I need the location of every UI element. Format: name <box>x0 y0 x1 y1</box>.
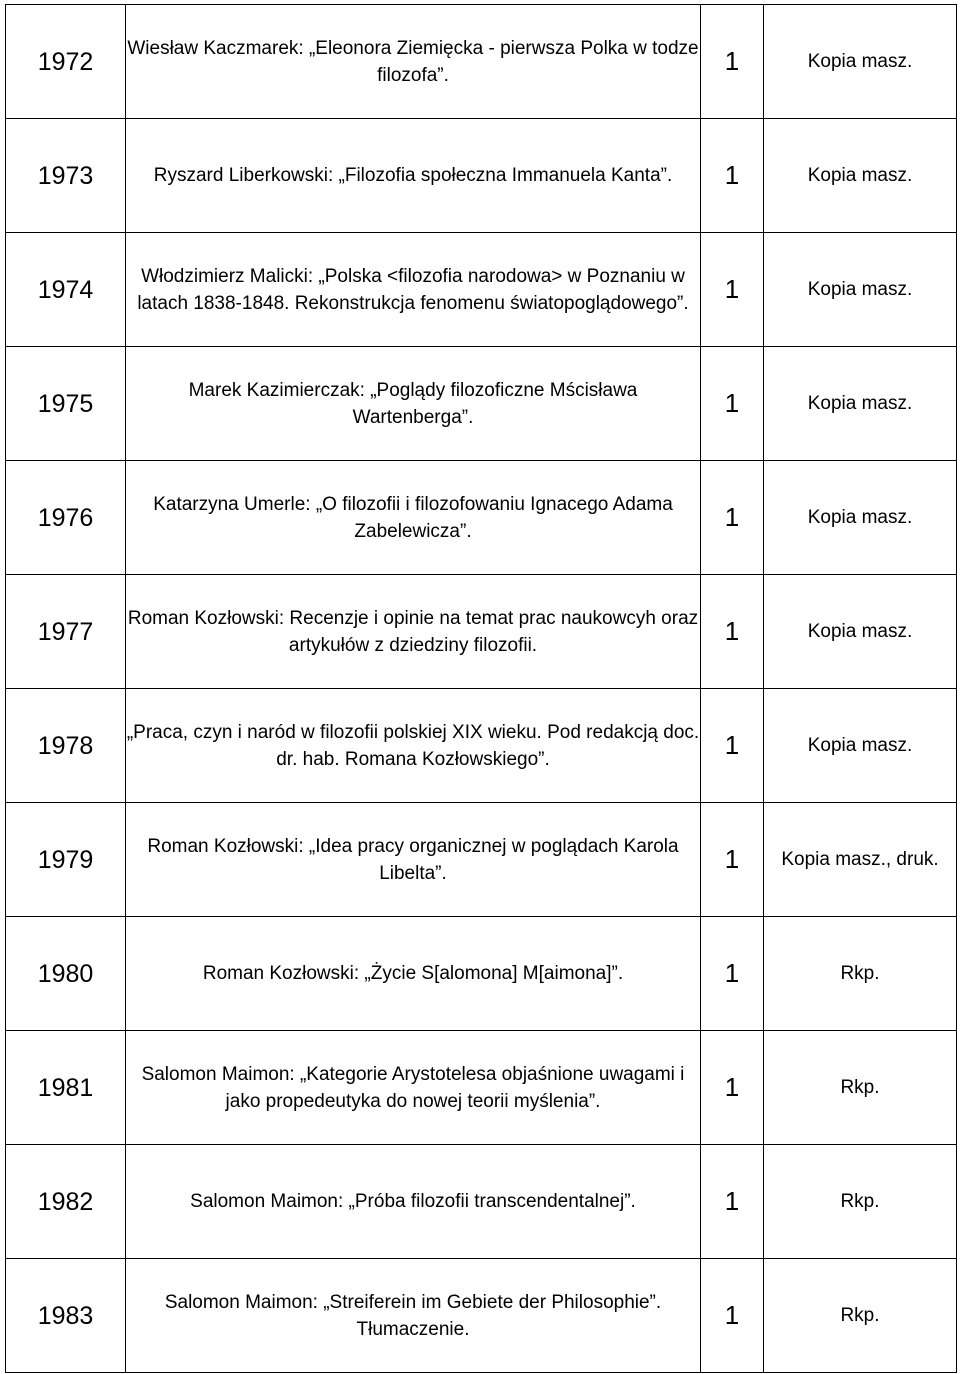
item-type: Kopia masz. <box>807 164 913 186</box>
table-row <box>6 119 957 233</box>
item-type: Kopia masz. <box>807 50 913 72</box>
item-type-cell <box>764 461 957 575</box>
item-count: 1 <box>724 274 740 304</box>
item-title-cell <box>126 233 701 347</box>
item-count: 1 <box>724 844 740 874</box>
item-type-cell <box>764 1259 957 1373</box>
item-number-cell <box>6 5 126 119</box>
item-type-cell <box>764 803 957 917</box>
item-count-cell <box>701 233 764 347</box>
item-type: Rkp. <box>840 1076 880 1098</box>
item-title-cell <box>126 347 701 461</box>
table-row <box>6 803 957 917</box>
table-row <box>6 689 957 803</box>
table-row <box>6 1031 957 1145</box>
item-type: Kopia masz. <box>807 278 913 300</box>
item-number: 1982 <box>37 1188 94 1216</box>
item-count-cell <box>701 575 764 689</box>
item-count: 1 <box>724 46 740 76</box>
item-type: Rkp. <box>840 1304 880 1326</box>
item-number: 1980 <box>37 960 94 988</box>
table-row <box>6 347 957 461</box>
item-number: 1977 <box>37 618 94 646</box>
item-title: Marek Kazimierczak: „Poglądy filozoficzne Mścisława Wartenberga”. <box>188 379 638 428</box>
item-type: Kopia masz. <box>807 392 913 414</box>
item-type-cell <box>764 575 957 689</box>
item-number-cell <box>6 1031 126 1145</box>
table-row <box>6 461 957 575</box>
item-title: Salomon Maimon: „Próba filozofii transcendentalnej”. <box>190 1191 636 1212</box>
item-count-cell <box>701 689 764 803</box>
item-number-cell <box>6 575 126 689</box>
item-type-cell <box>764 917 957 1031</box>
item-number: 1972 <box>37 48 94 76</box>
item-number-cell <box>6 233 126 347</box>
item-count: 1 <box>724 502 740 532</box>
table-row <box>6 917 957 1031</box>
item-type-cell <box>764 119 957 233</box>
item-count: 1 <box>724 160 740 190</box>
item-number-cell <box>6 917 126 1031</box>
item-title-cell <box>126 5 701 119</box>
item-count-cell <box>701 461 764 575</box>
item-count: 1 <box>724 730 740 760</box>
item-count-cell <box>701 5 764 119</box>
item-title-cell <box>126 461 701 575</box>
item-type-cell <box>764 347 957 461</box>
item-count-cell <box>701 803 764 917</box>
item-title-cell <box>126 1145 701 1259</box>
item-count-cell <box>701 347 764 461</box>
item-title-cell <box>126 803 701 917</box>
item-title-cell <box>126 575 701 689</box>
item-count: 1 <box>724 616 740 646</box>
item-title: Ryszard Liberkowski: „Filozofia społeczna Immanuela Kanta”. <box>153 165 673 186</box>
catalog-table <box>5 4 957 1373</box>
table-row <box>6 1145 957 1259</box>
item-number: 1983 <box>37 1302 94 1330</box>
item-count: 1 <box>724 1300 740 1330</box>
table-row <box>6 233 957 347</box>
item-number: 1978 <box>37 732 94 760</box>
item-number-cell <box>6 461 126 575</box>
table-row <box>6 5 957 119</box>
item-number: 1981 <box>37 1074 94 1102</box>
item-number-cell <box>6 119 126 233</box>
item-title-cell <box>126 689 701 803</box>
item-type: Kopia masz., druk. <box>781 848 939 870</box>
item-title: Katarzyna Umerle: „O filozofii i filozofowaniu Ignacego Adama Zabelewicza”. <box>153 493 673 542</box>
item-count-cell <box>701 917 764 1031</box>
item-type-cell <box>764 1145 957 1259</box>
item-title: Włodzimierz Malicki: „Polska <filozofia narodowa> w Poznaniu w latach 1838-1848. Rekonstrukcja fenomenu światopoglądowego”. <box>137 265 689 314</box>
item-number-cell <box>6 803 126 917</box>
item-number: 1974 <box>37 276 94 304</box>
item-title-cell <box>126 119 701 233</box>
item-type-cell <box>764 233 957 347</box>
item-count-cell <box>701 1031 764 1145</box>
item-count-cell <box>701 1259 764 1373</box>
item-number-cell <box>6 1259 126 1373</box>
item-count: 1 <box>724 1072 740 1102</box>
item-title: Salomon Maimon: „Kategorie Arystotelesa objaśnione uwagami i jako propedeutyka do nowej teorii myślenia”. <box>141 1063 685 1112</box>
item-count-cell <box>701 119 764 233</box>
item-type-cell <box>764 689 957 803</box>
item-type: Rkp. <box>840 1190 880 1212</box>
item-title: „Praca, czyn i naród w filozofii polskiej XIX wieku. Pod redakcją doc. dr. hab. Romana Kozłowskiego”. <box>126 721 700 770</box>
item-title-cell <box>126 917 701 1031</box>
item-type: Kopia masz. <box>807 620 913 642</box>
item-title: Salomon Maimon: „Streiferein im Gebiete der Philosophie”. Tłumaczenie. <box>164 1291 662 1340</box>
item-type: Kopia masz. <box>807 734 913 756</box>
item-number: 1979 <box>37 846 94 874</box>
catalog-body <box>6 5 957 1373</box>
item-title: Wiesław Kaczmarek: „Eleonora Ziemięcka - pierwsza Polka w todze filozofa”. <box>127 37 699 86</box>
item-title-cell <box>126 1259 701 1373</box>
item-type: Kopia masz. <box>807 506 913 528</box>
item-title: Roman Kozłowski: „Życie S[alomona] M[aimona]”. <box>202 963 624 984</box>
item-number: 1976 <box>37 504 94 532</box>
item-count: 1 <box>724 958 740 988</box>
item-type: Rkp. <box>840 962 880 984</box>
item-number-cell <box>6 347 126 461</box>
table-row <box>6 575 957 689</box>
item-type-cell <box>764 1031 957 1145</box>
item-number-cell <box>6 689 126 803</box>
item-title: Roman Kozłowski: „Idea pracy organicznej w poglądach Karola Libelta”. <box>147 835 679 884</box>
item-count-cell <box>701 1145 764 1259</box>
item-count: 1 <box>724 388 740 418</box>
item-number: 1973 <box>37 162 94 190</box>
item-count: 1 <box>724 1186 740 1216</box>
item-type-cell <box>764 5 957 119</box>
item-number: 1975 <box>37 390 94 418</box>
item-number-cell <box>6 1145 126 1259</box>
item-title: Roman Kozłowski: Recenzje i opinie na temat prac naukowcyh oraz artykułów z dziedziny filozofii. <box>127 607 699 656</box>
item-title-cell <box>126 1031 701 1145</box>
table-row <box>6 1259 957 1373</box>
